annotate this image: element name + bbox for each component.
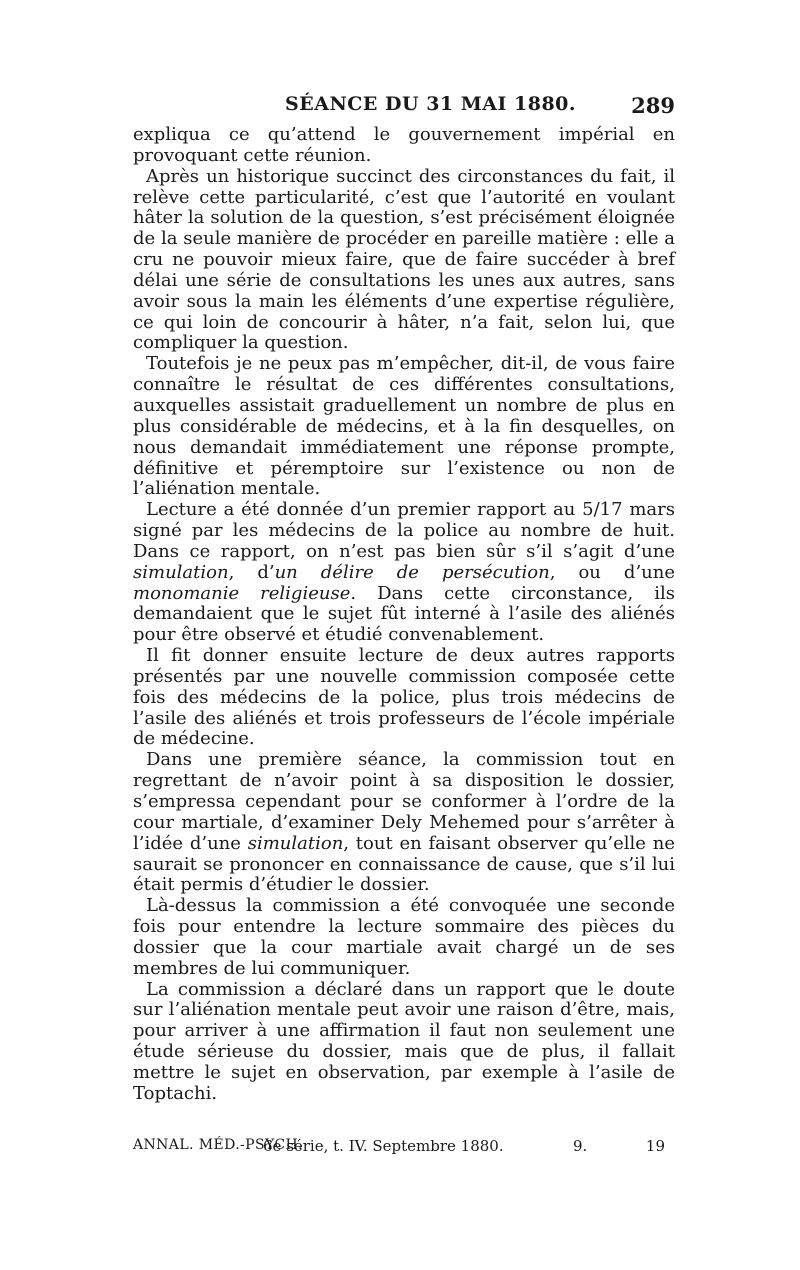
- paragraph: [133, 167, 675, 355]
- text-segment: Il fit donner ensuite lecture de deux autres rapports présentés par une nouvelle commission composée cette fois des médecins de la police, plus trois médecins de l’asile des aliénés et trois professeurs de l’école impériale de médecine.: [133, 645, 675, 750]
- text-segment: , d’: [228, 561, 275, 583]
- italic-text: simulation: [133, 561, 229, 583]
- paragraph: [133, 354, 675, 500]
- paragraph: [133, 980, 675, 1105]
- page-footer: [133, 1137, 675, 1161]
- page-header: [135, 93, 675, 123]
- paragraph: [133, 750, 675, 896]
- page-number: 289: [631, 93, 675, 118]
- text-segment: Toutefois je ne peux pas m’empêcher, dit-il, de vous faire connaître le résultat de ces différentes consultations, auxquelles assistait graduellement un nombre de plus en plus considérable de médecins, et à la fin desquelles, on nous demandait immédiatement une réponse prompte, définitive et péremptoire sur l’existence ou non de l’aliénation mentale.: [133, 353, 675, 500]
- text-segment: . Dans cette circonstance, ils demandaient que le sujet fût interné à l’asile des aliénés pour être observé et étudié convenablement.: [133, 582, 675, 646]
- series-info: 6e série, t. IV. Septembre 1880.: [263, 1137, 504, 1155]
- text-segment: Là-dessus la commission a été convoquée une seconde fois pour entendre la lecture sommaire des pièces du dossier que la cour martiale avait chargé un de ses membres de lui communiquer.: [133, 895, 675, 979]
- signature-mark: 19: [645, 1137, 665, 1155]
- italic-text: monomanie religieuse: [133, 582, 351, 604]
- italic-text: un délire de persécution: [274, 561, 550, 583]
- text-segment: , ou d’une: [549, 561, 675, 583]
- text-segment: Après un historique succinct des circonstances du fait, il relève cette particularité, c’est que l’autorité en voulant hâter la solution de la question, s’est précisément éloignée de la seule manière de procéder en pareille matière : elle a cru ne pouvoir mieux faire, que de faire succéder à bref délai une série de consultations les unes aux autres, sans avoir sous la main les éléments d’une expertise régulière, ce qui loin de concourir à hâter, n’a fait, selon lui, que compliquer la question.: [133, 165, 675, 354]
- body-text: [133, 125, 675, 1105]
- paragraph: [133, 125, 675, 167]
- running-head: SÉANCE DU 31 MAI 1880.: [285, 93, 577, 115]
- volume-marker: 9.: [573, 1137, 588, 1155]
- paragraph: [133, 500, 675, 646]
- text-segment: Lecture a été donnée d’un premier rapport au 5/17 mars signé par les médecins de la police au nombre de huit. Dans ce rapport, on n’est pas bien sûr s’il s’agit d’une: [133, 499, 675, 562]
- text-segment: , tout en faisant observer qu’elle ne saurait se prononcer en connaissance de cause, que s’il lui était permis d’étudier le dossier.: [133, 832, 675, 896]
- italic-text: simulation: [247, 832, 344, 854]
- text-segment: expliqua ce qu’attend le gouvernement impérial en provoquant cette réunion.: [133, 124, 675, 166]
- text-segment: Dans une première séance, la commission tout en regrettant de n’avoir point à sa disposition le dossier, s’empressa cependant pour se conformer à l’ordre de la cour martiale, d’examiner Dely Mehemed pour s’arrêter à l’idée d’une: [133, 749, 675, 854]
- paragraph: [133, 646, 675, 750]
- paragraph: [133, 896, 675, 979]
- journal-abbreviation: ANNAL. MÉD.-PSYCH.: [133, 1137, 303, 1153]
- text-segment: La commission a déclaré dans un rapport que le doute sur l’aliénation mentale peut avoir une raison d’être, mais, pour arriver à une affirmation il faut non seulement une étude sérieuse du dossier, mais que de plus, il fallait mettre le sujet en observation, par exemple à l’asile de Toptachi.: [133, 978, 675, 1104]
